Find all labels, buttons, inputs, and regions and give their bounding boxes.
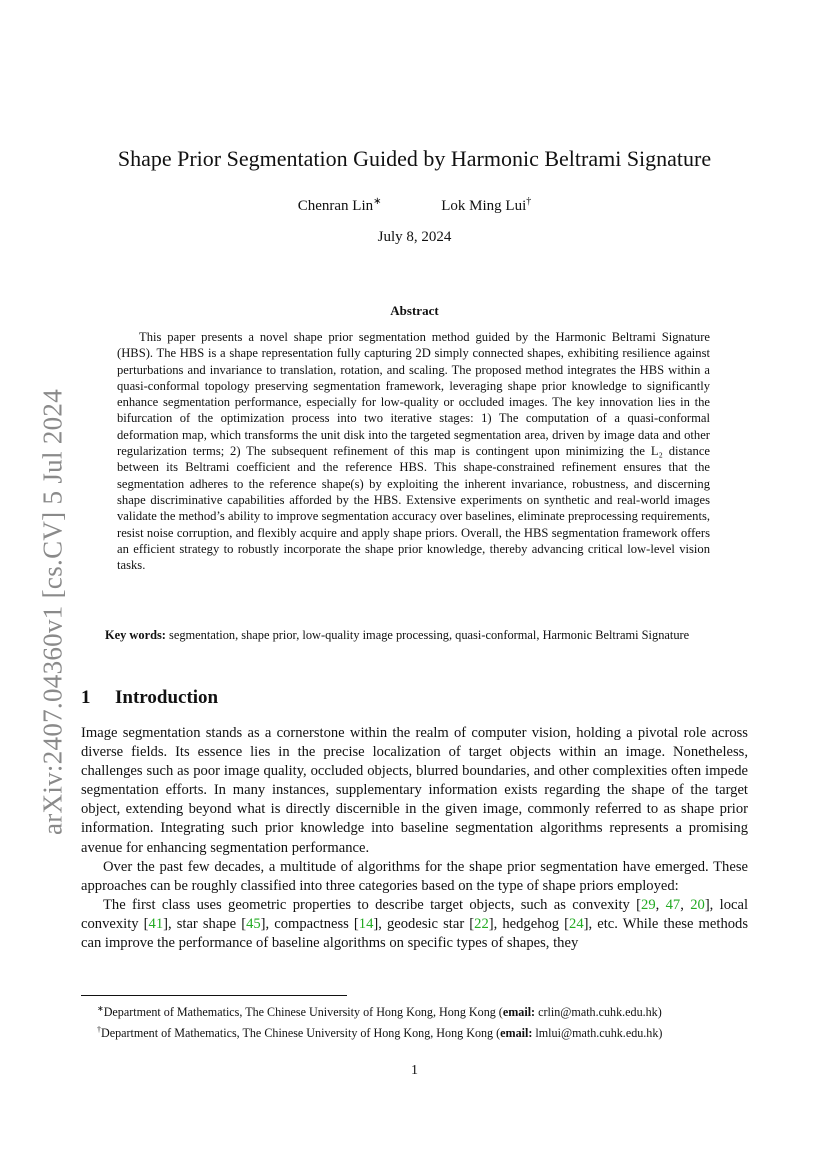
footnote xyxy=(81,1021,748,1042)
author-2 xyxy=(441,196,531,215)
paragraph: Over the past few decades, a multitude of algorithms for the shape prior segmentation have emerged. These approaches can be roughly classified into three categories based on the type of shape priors employed: xyxy=(81,858,748,894)
footnote-text: Department of Mathematics, The Chinese University of Hong Kong, Hong Kong ( xyxy=(103,1005,503,1020)
footnote-email-label: email: xyxy=(500,1026,533,1041)
section-body xyxy=(81,724,748,953)
text-span: , xyxy=(680,896,691,913)
text-span: ], geodesic star [ xyxy=(373,915,475,932)
page-number: 1 xyxy=(411,1063,418,1078)
citation-link[interactable]: 20 xyxy=(690,896,705,913)
citation-link[interactable]: 29 xyxy=(641,896,656,913)
citation-link[interactable]: 41 xyxy=(148,915,164,932)
footnote-text: Department of Mathematics, The Chinese University of Hong Kong, Hong Kong ( xyxy=(101,1026,501,1041)
author-name: Chenran Lin xyxy=(297,198,374,214)
keywords-label: Key words: xyxy=(105,628,166,642)
footnote-email[interactable]: crlin@math.cuhk.edu.hk) xyxy=(535,1005,662,1020)
text-span: The first class uses geometric properties to describe target objects, such as convexity [ xyxy=(103,896,642,913)
keywords-text: segmentation, shape prior, low-quality image processing, quasi-conformal, Harmonic Beltrami Signature xyxy=(169,628,690,642)
citation-link[interactable]: 22 xyxy=(474,915,489,932)
arxiv-identifier: arXiv:2407.04360v1 [cs.CV] 5 Jul 2024 xyxy=(37,388,68,836)
abstract-heading: Abstract xyxy=(390,303,439,318)
citation-link[interactable]: 45 xyxy=(246,915,261,932)
citation-link[interactable]: 14 xyxy=(358,915,374,932)
paper-date: July 8, 2024 xyxy=(377,229,452,245)
text-span: , xyxy=(655,896,666,913)
author-list xyxy=(81,196,748,215)
keywords xyxy=(81,626,748,644)
text-span: ], local convexity [ xyxy=(81,896,749,932)
citation-link[interactable]: 24 xyxy=(569,915,584,932)
paragraph: Image segmentation stands as a cornerstone within the realm of computer vision, holding a pivotal role across diverse fields. Its essence lies in the precise localization of target objects within an image. Nonetheless, challenges such as poor image quality, occluded objects, blurred boundaries, and other complexities often impede segmentation efforts. In many instances, supplementary information exists regarding the shape of the target object, extending beyond what is directly discernible in the given image, commonly referred to as shape prior information. Integrating such prior knowledge into baseline segmentation algorithms represents a promising avenue for enhancing segmentation performance. xyxy=(81,725,748,856)
author-mark: ∗ xyxy=(373,196,382,207)
author-mark: † xyxy=(526,196,532,207)
footnotes xyxy=(81,1000,748,1042)
footnote xyxy=(81,1000,748,1021)
citation-link[interactable]: 47 xyxy=(665,896,681,913)
paragraph xyxy=(81,896,748,953)
text-span: ], star shape [ xyxy=(163,915,247,932)
author-name: Lok Ming Lui xyxy=(441,198,527,214)
footnote-divider xyxy=(81,995,347,996)
section-title: Introduction xyxy=(115,687,219,708)
footnote-email[interactable]: lmlui@math.cuhk.edu.hk) xyxy=(532,1026,663,1041)
paper-title: Shape Prior Segmentation Guided by Harmonic Beltrami Signature xyxy=(117,146,712,171)
text-span: ], etc. While these methods can improve the performance of baseline algorithms on specific types of shapes, they xyxy=(81,915,749,952)
abstract-text: This paper presents a novel shape prior segmentation method guided by the Harmonic Beltrami Signature (HBS). The HBS is a shape representation fully capturing 2D simply connected shapes, exhibiting resilience against perturbations and invariance to translation, rotation, and scaling. The proposed method integrates the HBS within a quasi-conformal topology preserving segmentation framework, leveraging shape prior knowledge to significantly enhance segmentation performance, especially for low-quality or occluded images. The key innovation lies in the bifurcation of the optimization process into two iterative stages: 1) The computation of a quasi-conformal deformation map, which transforms the unit disk into the targeted segmentation area, driven by image data and other regularization terms; 2) The subsequent refinement of this map is contingent upon minimizing the L₂ distance between its Beltrami coefficient and the reference HBS. This shape-constrained refinement ensures that the segmentation adheres to the reference shape(s) by exploiting the inherent invariance, robustness, and discerning shape discriminative capabilities afforded by the HBS. Extensive experiments on synthetic and real-world images validate the method’s ability to improve segmentation accuracy over baselines, eliminate preprocessing requirements, resist noise corruption, and flexibly acquire and apply shape priors. Overall, the HBS segmentation framework offers an efficient strategy to robustly incorporate the shape prior knowledge, thereby advancing critical low-level vision tasks. xyxy=(117,330,710,573)
footnote-email-label: email: xyxy=(502,1005,536,1020)
section-number: 1 xyxy=(81,687,91,708)
footnote-mark: ∗ xyxy=(97,1004,104,1013)
text-span: ], compactness [ xyxy=(260,915,359,932)
footnote-mark: † xyxy=(97,1025,101,1035)
author-1 xyxy=(298,196,382,215)
section-heading xyxy=(81,687,218,709)
text-span: ], hedgehog [ xyxy=(488,915,570,932)
